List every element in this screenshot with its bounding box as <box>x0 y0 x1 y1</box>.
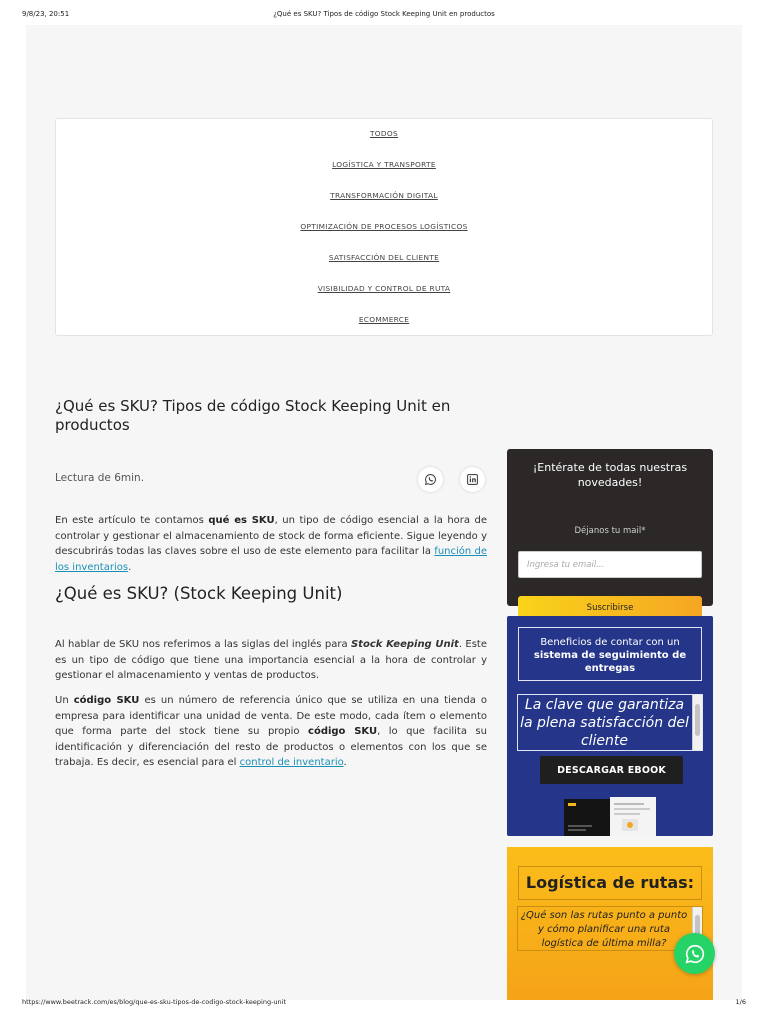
category-link[interactable]: LOGÍSTICA Y TRANSPORTE <box>332 160 436 169</box>
email-input[interactable] <box>518 551 702 578</box>
ebook-tagline: La clave que garantiza la plena satisfacción del cliente <box>520 697 689 749</box>
print-date: 9/8/23, 20:51 <box>22 10 70 18</box>
ebook-cover-image <box>564 797 658 836</box>
bold-term: código SKU <box>308 726 378 737</box>
inventory-control-link[interactable]: control de inventario <box>239 757 344 768</box>
whatsapp-chat-button[interactable] <box>674 933 715 974</box>
inventory-function-link[interactable]: función de los inventarios <box>55 546 488 573</box>
category-link[interactable]: VISIBILIDAD Y CONTROL DE RUTA <box>317 284 451 293</box>
category-item-ecommerce <box>56 315 712 324</box>
download-ebook-button[interactable]: DESCARGAR EBOOK <box>540 756 683 784</box>
ebook-tagline-box <box>517 694 703 751</box>
sku-code-paragraph: Un código SKU es un número de referencia único que se utiliza en una tienda o empresa para identificar una unidad de venta. De este modo, cada ítem o elemento que forma parte del stock tiene su propio código SKU, lo que facilita su identificación y diferenciación del resto de productos o elementos con los que se trabaja. Es decir, es esencial para el control de inventario. <box>55 695 488 768</box>
category-link[interactable]: TODOS <box>369 129 399 138</box>
category-link[interactable]: SATISFACCIÓN DEL CLIENTE <box>328 253 440 262</box>
category-item-transformacion <box>56 191 712 200</box>
section-title: ¿Qué es SKU? (Stock Keeping Unit) <box>55 584 343 603</box>
whatsapp-icon <box>684 943 706 965</box>
reading-time: Lectura de 6min. <box>55 472 145 484</box>
ebook-heading-line1: Beneficios de contar con un <box>540 637 680 648</box>
print-url: https://www.beetrack.com/es/blog/que-es-sku-tipos-de-codigo-stock-keeping-unit <box>22 998 287 1006</box>
print-page-number: 1/6 <box>735 998 746 1006</box>
print-title: ¿Qué es SKU? Tipos de código Stock Keeping Unit en productos <box>273 10 495 18</box>
bold-term: qué es SKU <box>208 515 275 526</box>
emphasis-term: Stock Keeping Unit <box>350 639 459 650</box>
category-menu <box>55 118 713 336</box>
whatsapp-icon <box>424 473 437 486</box>
ebook-scrollbar[interactable] <box>692 695 702 750</box>
category-item-satisfaccion <box>56 253 712 262</box>
category-item-visibilidad <box>56 284 712 293</box>
rutas-widget <box>507 847 713 1000</box>
linkedin-icon <box>466 473 479 486</box>
category-item-logistica <box>56 160 712 169</box>
ebook-heading-box <box>518 627 702 681</box>
share-whatsapp-button[interactable] <box>418 467 443 492</box>
category-item-optimizacion <box>56 222 712 231</box>
rutas-text: ¿Qué son las rutas punto a punto y cómo planificar una ruta logística de última milla? <box>520 910 688 949</box>
article-title: ¿Qué es SKU? Tipos de código Stock Keeping Unit en productos <box>55 397 451 434</box>
category-link[interactable]: ECOMMERCE <box>358 315 410 324</box>
rutas-title: Logística de rutas: <box>518 866 702 900</box>
web-page <box>26 25 742 1000</box>
category-link[interactable]: OPTIMIZACIÓN DE PROCESOS LOGÍSTICOS <box>300 222 468 231</box>
scrollbar-thumb[interactable] <box>695 704 700 736</box>
newsletter-widget <box>507 449 713 613</box>
intro-paragraph: En este artículo te contamos qué es SKU, un tipo de código esencial a la hora de controlar y gestionar el almacenamiento de stock de forma eficiente. Sigue leyendo y descubrirás todas las claves sobre el uso de este elemento para facilitar la función de los inventarios. <box>55 515 488 573</box>
sku-definition-paragraph: Al hablar de SKU nos referimos a las siglas del inglés para Stock Keeping Unit. Este es un tipo de código que tiene una importancia esencial a la hora de controlar y gestionar el almacenamiento y ventas de productos. <box>55 639 487 681</box>
category-link[interactable]: TRANSFORMACIÓN DIGITAL <box>330 191 438 200</box>
print-footer <box>22 998 746 1010</box>
newsletter-heading: ¡Entérate de todas nuestras novedades! <box>532 461 688 489</box>
subscribe-button[interactable]: Suscribirse <box>518 596 702 619</box>
category-item-todos <box>56 129 712 138</box>
newsletter-label: Déjanos tu mail* <box>574 526 646 536</box>
ebook-widget <box>507 616 713 836</box>
ebook-heading-line2: sistema de seguimiento de entregas <box>533 650 687 674</box>
bold-term: código SKU <box>73 695 140 706</box>
print-header <box>22 10 746 22</box>
share-linkedin-button[interactable] <box>460 467 485 492</box>
